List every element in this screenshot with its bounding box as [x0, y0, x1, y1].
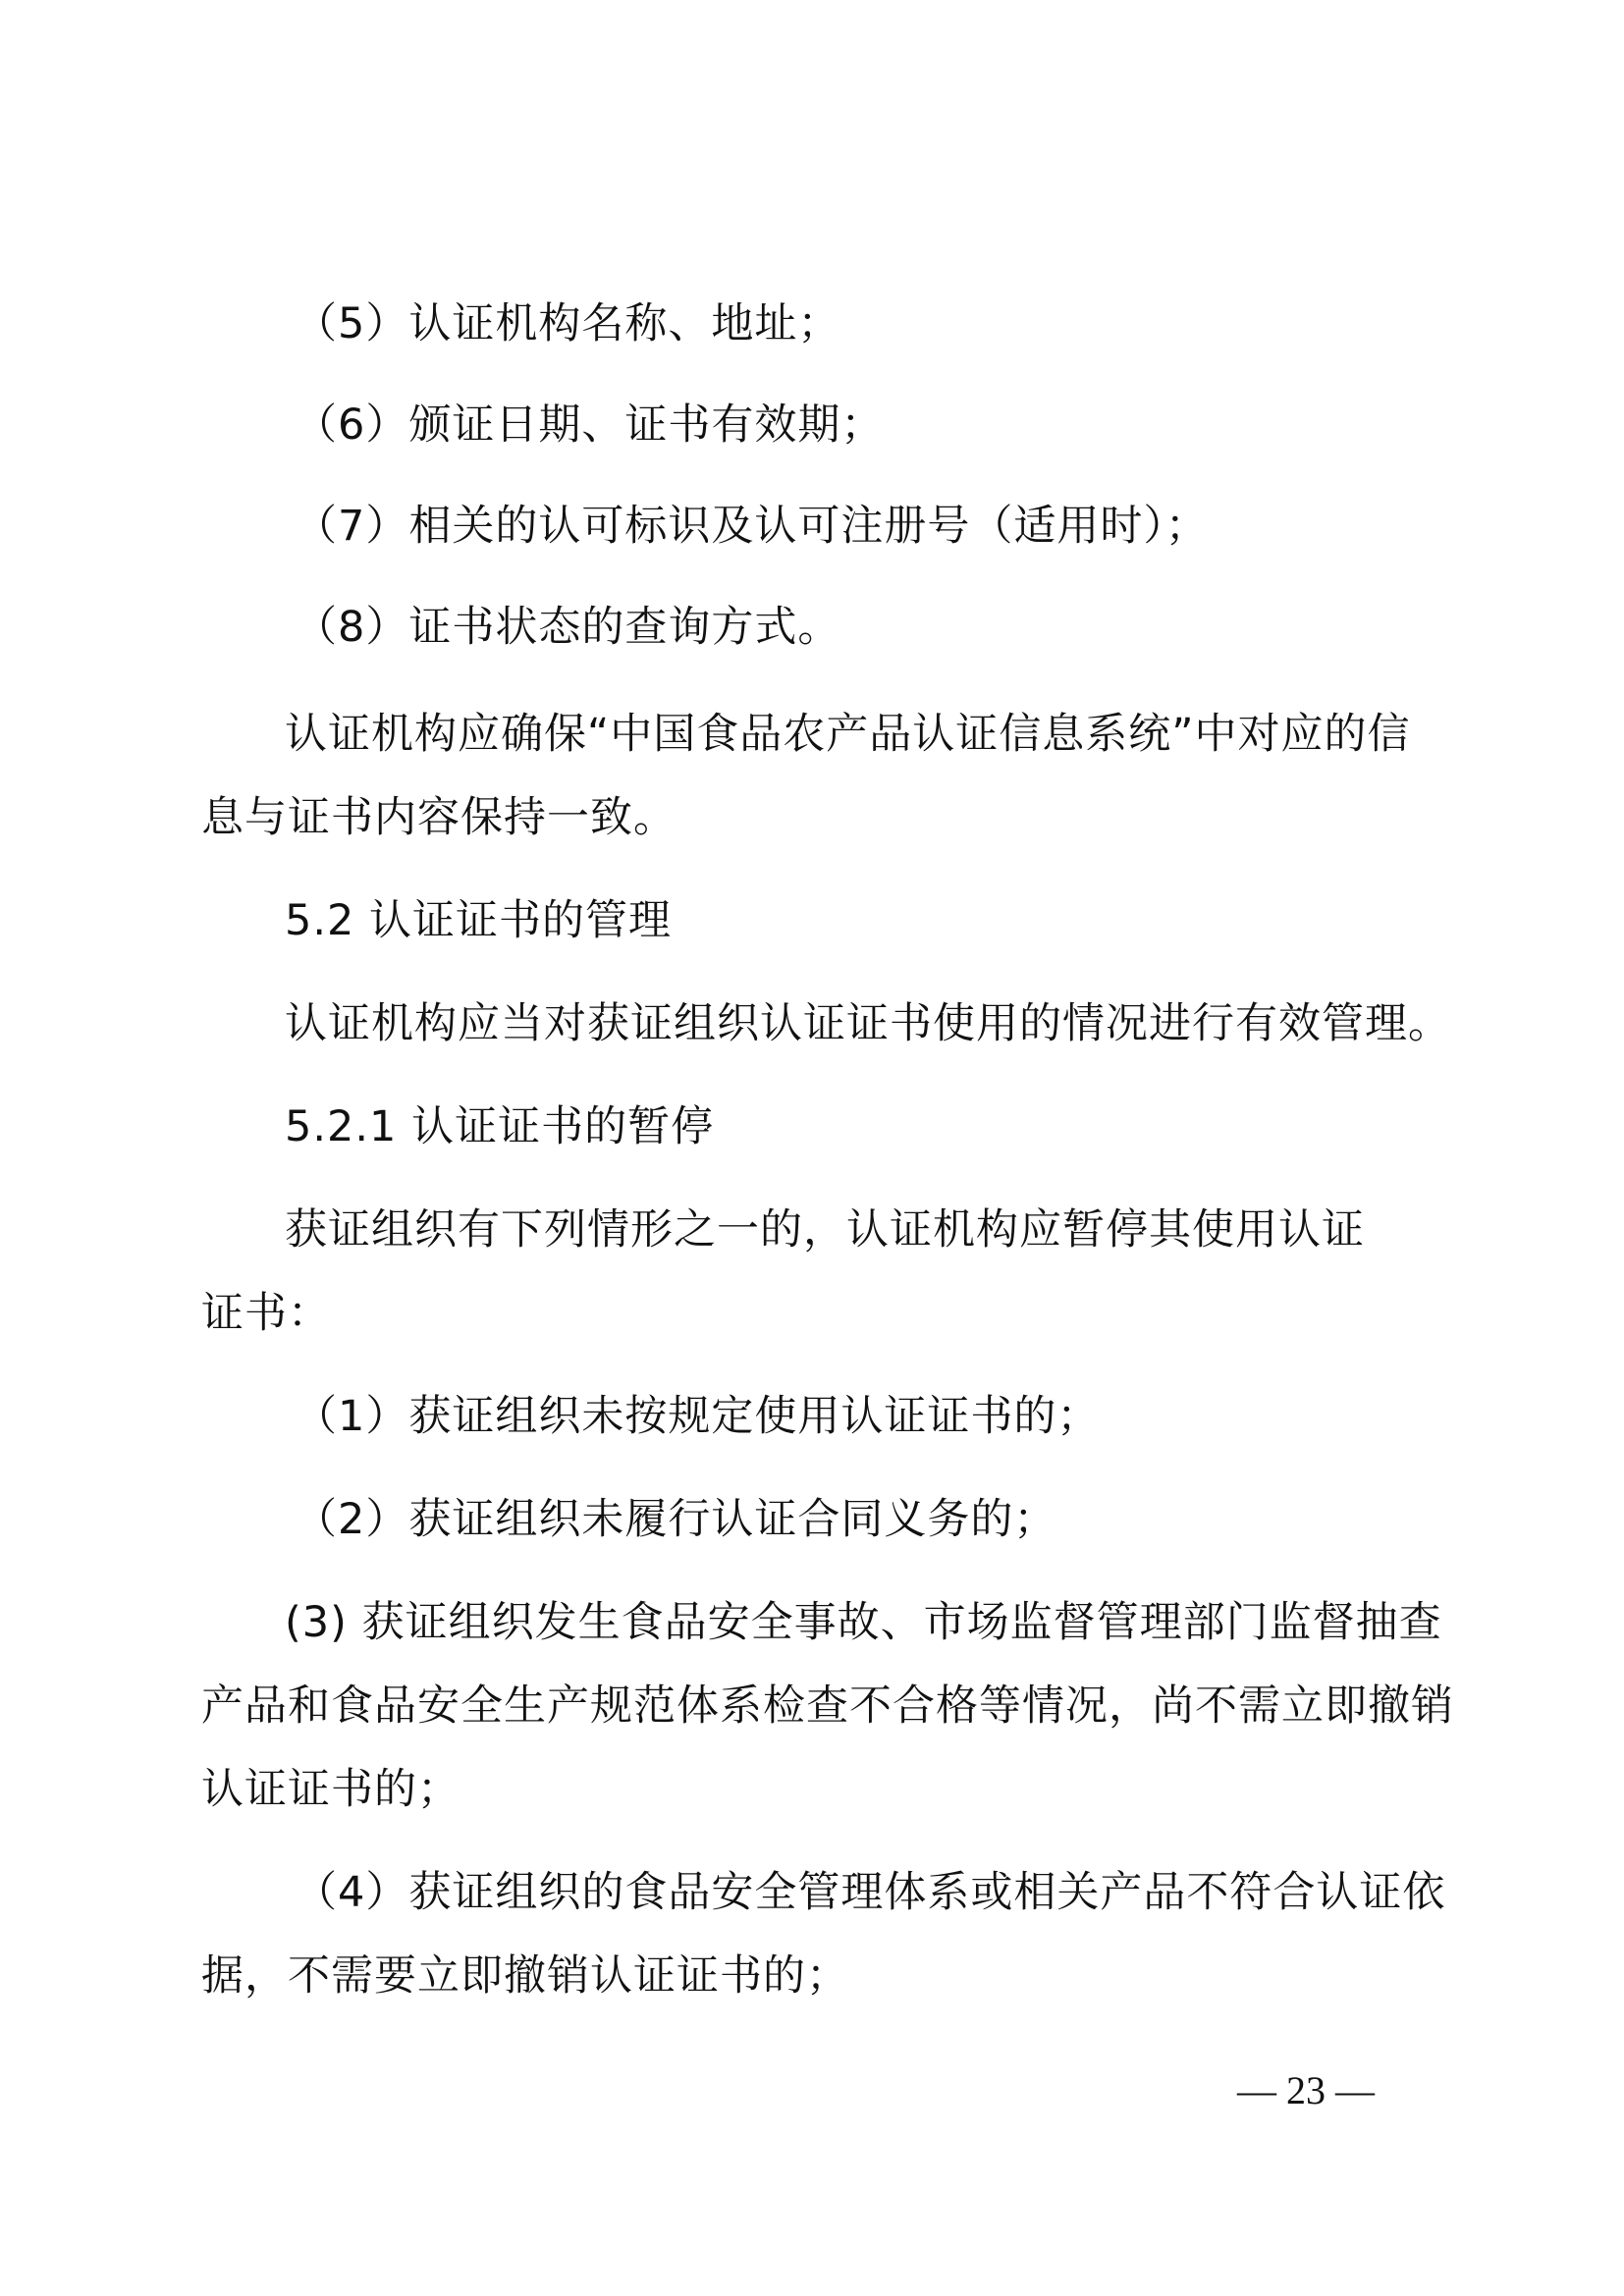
list-item-6: （6）颁证日期、证书有效期； [295, 400, 885, 450]
paragraph-line: 息与证书内容保持一致。 [201, 793, 677, 842]
section-heading: 5.2 认证证书的管理 [285, 896, 673, 945]
list-item-3: (3) 获证组织发生食品安全事故、市场监督管理部门监督抽查 [285, 1598, 1442, 1647]
list-item-3-continuation: 认证证书的； [201, 1765, 460, 1814]
paragraph-line: 证书： [201, 1289, 331, 1338]
paragraph-line: 认证机构应当对获证组织认证证书使用的情况进行有效管理。 [285, 999, 1451, 1048]
page-number: — 23 — [1237, 2068, 1375, 2112]
subsection-heading: 5.2.1 认证证书的暂停 [285, 1102, 715, 1151]
list-item-2: （2）获证组织未履行认证合同义务的； [295, 1495, 1057, 1544]
list-item-4-continuation: 据，不需要立即撤销认证证书的； [201, 1951, 849, 2001]
list-item-4: （4）获证组织的食品安全管理体系或相关产品不符合认证依 [295, 1868, 1446, 1917]
list-item-8: （8）证书状态的查询方式。 [295, 603, 841, 652]
list-item-3-continuation: 产品和食品安全生产规范体系检查不合格等情况，尚不需立即撤销 [201, 1682, 1454, 1731]
list-item-7: （7）相关的认可标识及认可注册号（适用时）； [295, 502, 1209, 551]
list-item-1: （1）获证组织未按规定使用认证证书的； [295, 1392, 1101, 1441]
list-item-5: （5）认证机构名称、地址； [295, 299, 841, 348]
paragraph-line: 获证组织有下列情形之一的，认证机构应暂停其使用认证 [285, 1205, 1365, 1255]
paragraph-line: 认证机构应确保“中国食品农产品认证信息系统”中对应的信 [285, 710, 1411, 759]
